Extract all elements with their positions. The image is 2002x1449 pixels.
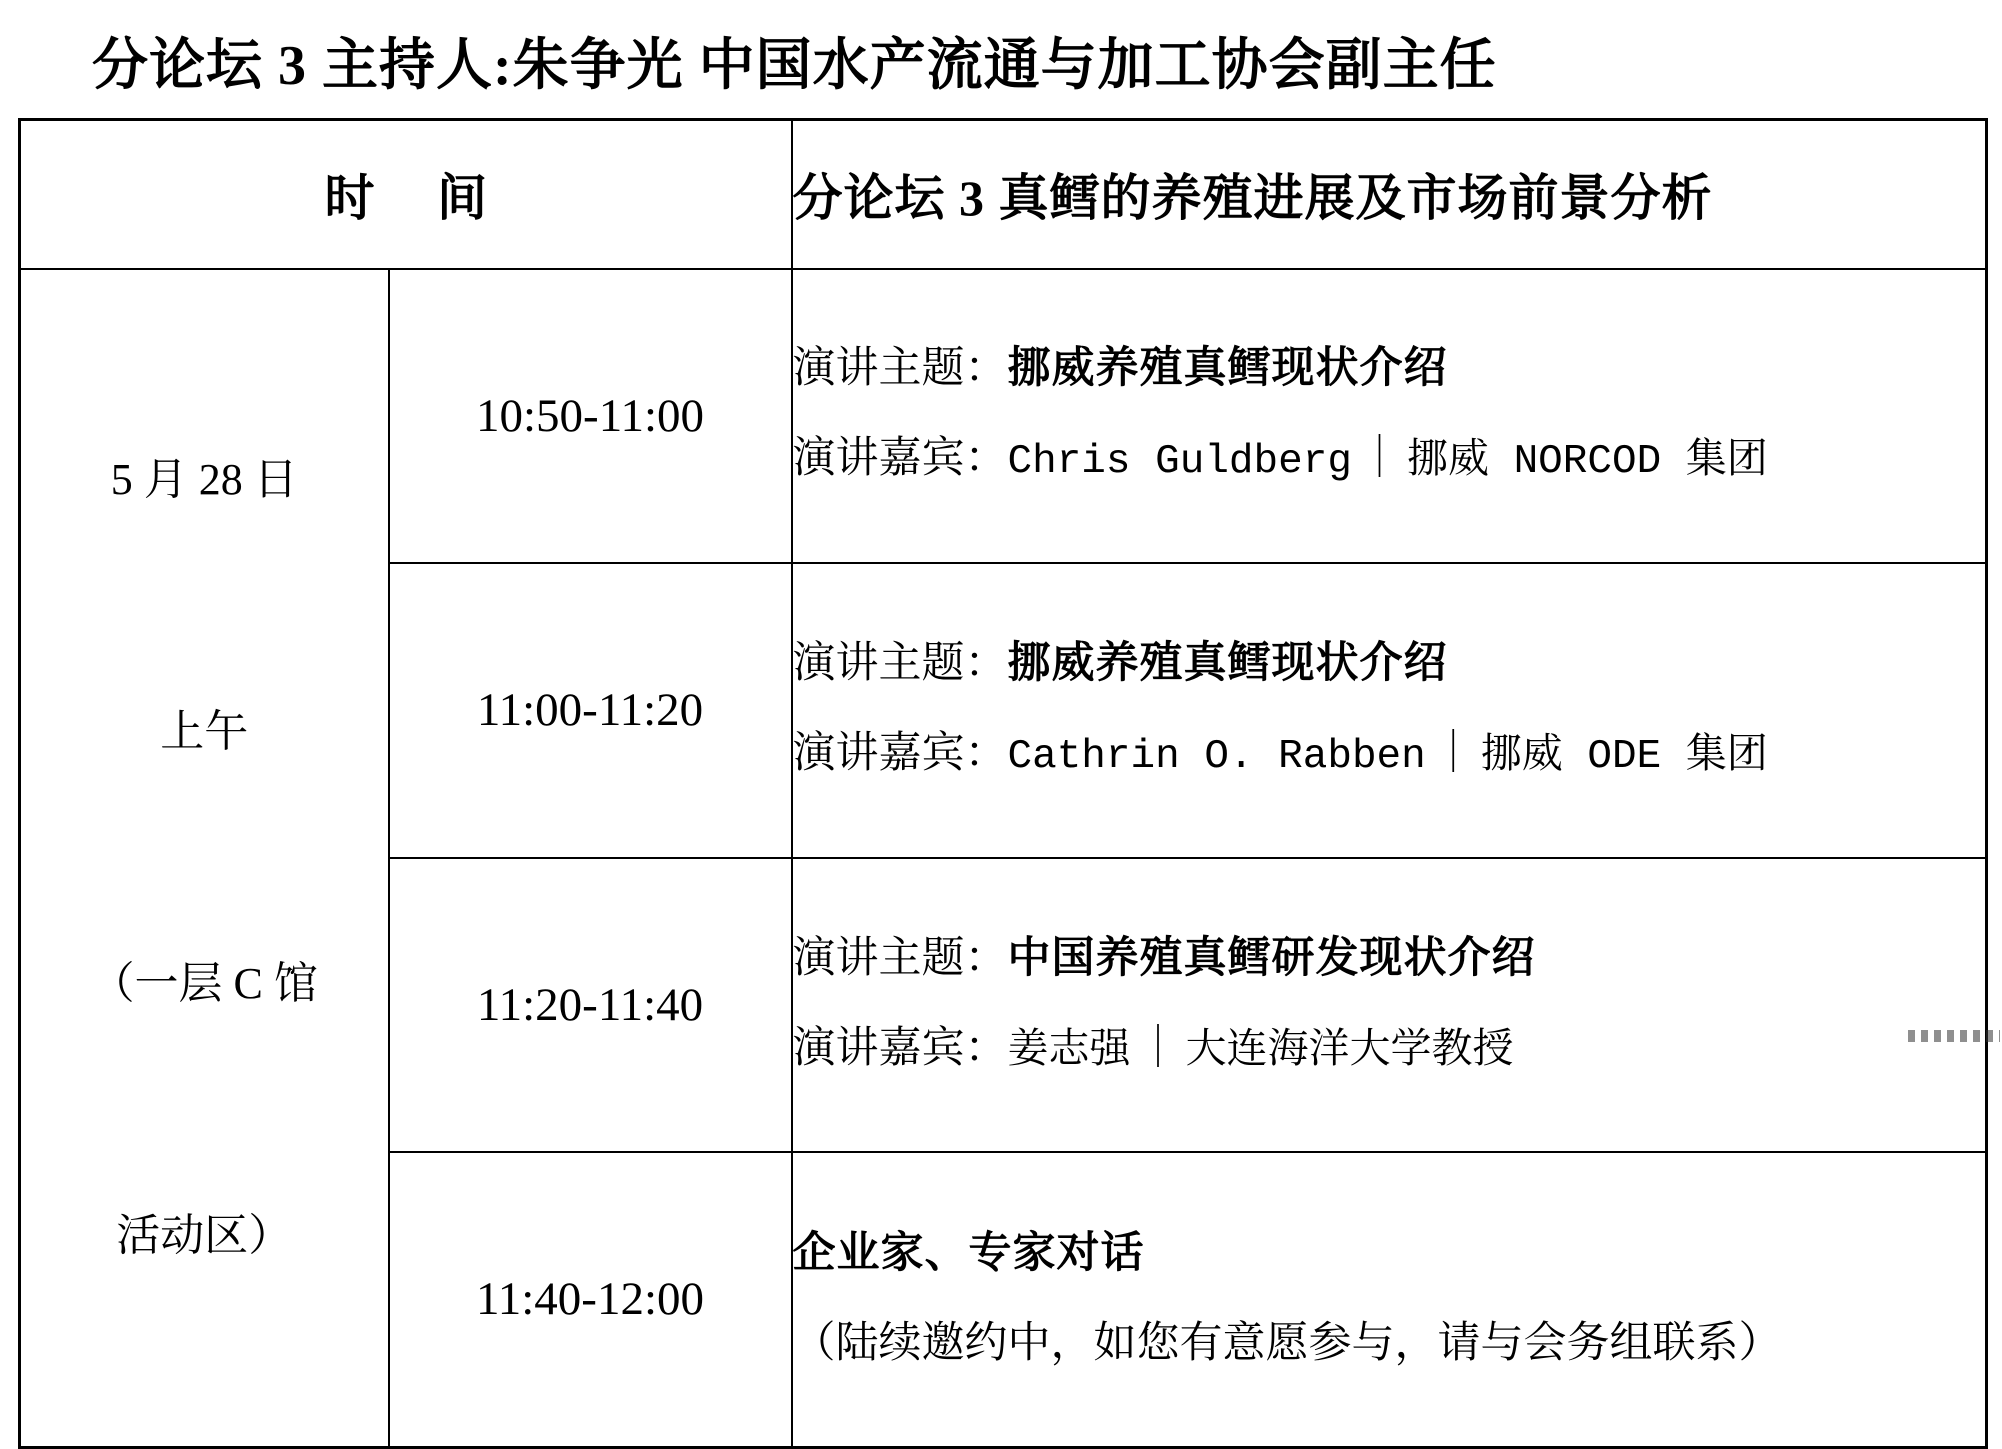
topic-label: 演讲主题： <box>792 639 1008 687</box>
guest-line <box>793 709 1986 802</box>
time-cell: 10:50-11:00 <box>389 269 792 564</box>
schedule-table <box>18 118 1988 1449</box>
guest-label: 演讲嘉宾： <box>792 729 1008 777</box>
separator-bar: ｜ <box>1357 435 1401 483</box>
guest-name: 姜志强 <box>1007 1028 1131 1075</box>
session-column-header: 分论坛 3 真鳕的养殖进展及市场前景分析 <box>792 120 1987 269</box>
date-line: （一层 C 馆 <box>90 958 318 1008</box>
topic-text: 中国养殖真鳕研发现状介绍 <box>1007 934 1536 982</box>
date-line: 5 月 28 日 <box>110 454 298 504</box>
time-cell: 11:20-11:40 <box>389 858 792 1153</box>
topic-text: 挪威养殖真鳕现状介绍 <box>1007 345 1448 393</box>
separator-bar: ｜ <box>1431 729 1475 777</box>
guest-affiliation: 挪威 ODE 集团 <box>1480 733 1768 780</box>
table-row <box>20 269 1987 564</box>
separator-bar: ｜ <box>1136 1024 1180 1072</box>
dialog-title-line <box>793 1209 1986 1299</box>
session-content-cell <box>792 1152 1987 1447</box>
topic-line <box>793 619 1986 709</box>
date-cell <box>20 269 389 1448</box>
header-row <box>20 120 1987 269</box>
dialog-note: （陆续邀约中，如您有意愿参与，请与会务组联系） <box>792 1320 1782 1368</box>
date-line: 活动区） <box>116 1210 293 1260</box>
dialog-note-line <box>793 1299 1986 1389</box>
session-content-cell <box>792 269 1987 564</box>
guest-label: 演讲嘉宾： <box>792 1024 1008 1072</box>
time-cell: 11:00-11:20 <box>389 563 792 858</box>
date-line: 上午 <box>160 706 249 756</box>
topic-line <box>793 324 1986 414</box>
guest-name: Cathrin O. Rabben <box>1007 733 1426 780</box>
page-title: 分论坛 3 主持人:朱争光 中国水产流通与加工协会副主任 <box>92 35 1497 97</box>
guest-affiliation: 大连海洋大学教授 <box>1185 1028 1514 1075</box>
topic-text: 挪威养殖真鳕现状介绍 <box>1007 639 1448 687</box>
dialog-title: 企业家、专家对话 <box>792 1230 1145 1278</box>
topic-label: 演讲主题： <box>792 934 1008 982</box>
watermark-smudge <box>1908 1030 2000 1042</box>
guest-name: Chris Guldberg <box>1007 439 1352 486</box>
session-content-cell <box>792 858 1987 1153</box>
time-column-header: 时 间 <box>20 120 792 269</box>
time-cell: 11:40-12:00 <box>389 1152 792 1447</box>
guest-line <box>793 1004 1986 1097</box>
topic-line <box>793 914 1986 1004</box>
session-content-cell <box>792 563 1987 858</box>
guest-line <box>793 414 1986 507</box>
topic-label: 演讲主题： <box>792 345 1008 393</box>
guest-affiliation: 挪威 NORCOD 集团 <box>1406 439 1768 486</box>
guest-label: 演讲嘉宾： <box>792 435 1008 483</box>
